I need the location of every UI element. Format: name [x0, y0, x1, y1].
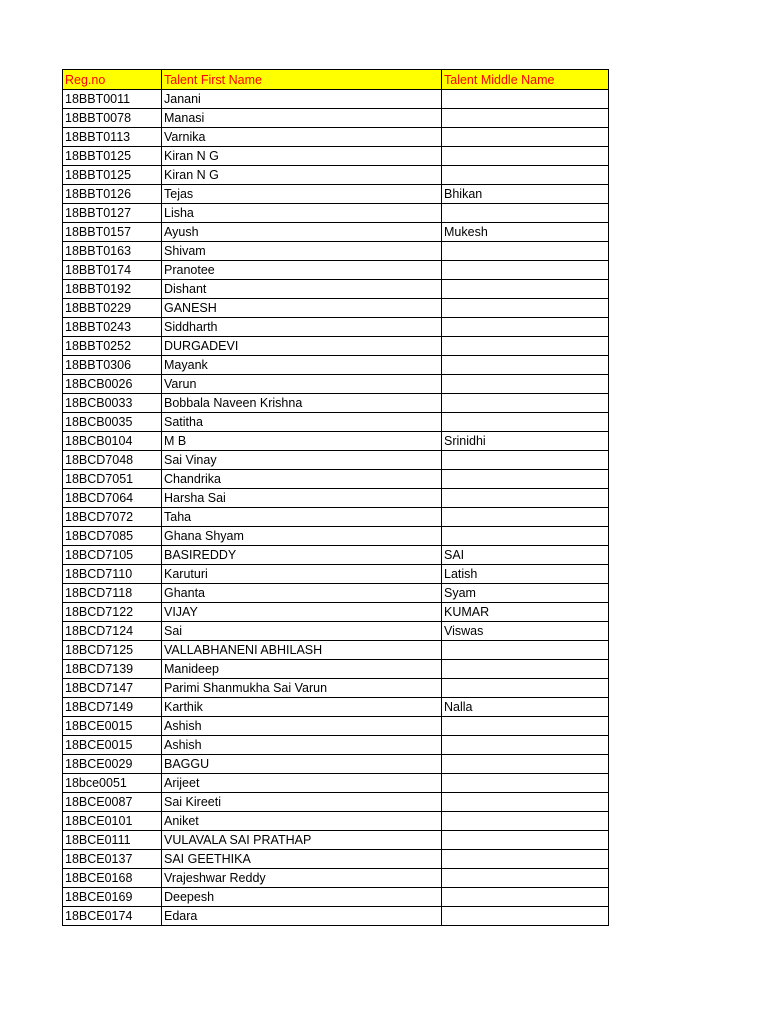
middle-name-cell[interactable]: [442, 717, 609, 736]
first-name-cell[interactable]: Manideep: [162, 660, 442, 679]
first-name-cell[interactable]: VULAVALA SAI PRATHAP: [162, 831, 442, 850]
header-talent-first-name[interactable]: Talent First Name: [162, 70, 442, 90]
table-row: [63, 375, 609, 394]
middle-name-cell[interactable]: Syam: [442, 584, 609, 603]
middle-name-cell[interactable]: [442, 888, 609, 907]
table-row: [63, 660, 609, 679]
table-row: [63, 470, 609, 489]
table-row: [63, 147, 609, 166]
table-row: [63, 451, 609, 470]
middle-name-cell[interactable]: [442, 280, 609, 299]
first-name-cell[interactable]: Karthik: [162, 698, 442, 717]
table-row: [63, 812, 609, 831]
table-row: [63, 166, 609, 185]
first-name-cell[interactable]: DURGADEVI: [162, 337, 442, 356]
middle-name-cell[interactable]: [442, 147, 609, 166]
first-name-cell[interactable]: SAI GEETHIKA: [162, 850, 442, 869]
table-row: [63, 337, 609, 356]
middle-name-cell[interactable]: [442, 527, 609, 546]
first-name-cell[interactable]: Chandrika: [162, 470, 442, 489]
middle-name-cell[interactable]: [442, 261, 609, 280]
first-name-cell[interactable]: Sai: [162, 622, 442, 641]
reg-no-cell[interactable]: 18BBT0126: [63, 185, 162, 204]
reg-no-cell[interactable]: 18BBT0163: [63, 242, 162, 261]
spreadsheet-table: [62, 69, 609, 926]
first-name-cell[interactable]: VALLABHANENI ABHILASH: [162, 641, 442, 660]
first-name-cell[interactable]: Manasi: [162, 109, 442, 128]
table-row: [63, 679, 609, 698]
first-name-cell[interactable]: Deepesh: [162, 888, 442, 907]
first-name-cell[interactable]: Varnika: [162, 128, 442, 147]
first-name-cell[interactable]: Tejas: [162, 185, 442, 204]
reg-no-cell[interactable]: 18BCD7147: [63, 679, 162, 698]
reg-no-cell[interactable]: 18BCD7064: [63, 489, 162, 508]
reg-no-cell[interactable]: 18BBT0125: [63, 147, 162, 166]
header-reg-no[interactable]: Reg.no: [63, 70, 162, 90]
reg-no-cell[interactable]: 18BBT0113: [63, 128, 162, 147]
table-row: [63, 261, 609, 280]
middle-name-cell[interactable]: [442, 299, 609, 318]
first-name-cell[interactable]: Ayush: [162, 223, 442, 242]
first-name-cell[interactable]: Ashish: [162, 717, 442, 736]
table-body: [63, 90, 609, 926]
reg-no-cell[interactable]: 18BCE0168: [63, 869, 162, 888]
first-name-cell[interactable]: Shivam: [162, 242, 442, 261]
first-name-cell[interactable]: GANESH: [162, 299, 442, 318]
table-row: [63, 204, 609, 223]
reg-no-cell[interactable]: 18BBT0157: [63, 223, 162, 242]
middle-name-cell[interactable]: [442, 774, 609, 793]
table-row: [63, 185, 609, 204]
first-name-cell[interactable]: Ghanta: [162, 584, 442, 603]
table-row: [63, 299, 609, 318]
reg-no-cell[interactable]: 18BCB0033: [63, 394, 162, 413]
reg-no-cell[interactable]: 18BCE0137: [63, 850, 162, 869]
reg-no-cell[interactable]: 18BBT0078: [63, 109, 162, 128]
first-name-cell[interactable]: Lisha: [162, 204, 442, 223]
table-row: [63, 774, 609, 793]
reg-no-cell[interactable]: 18BCE0015: [63, 736, 162, 755]
reg-no-cell[interactable]: 18BBT0125: [63, 166, 162, 185]
table-row: [63, 584, 609, 603]
middle-name-cell[interactable]: [442, 831, 609, 850]
middle-name-cell[interactable]: [442, 166, 609, 185]
reg-no-cell[interactable]: 18BCD7139: [63, 660, 162, 679]
table-row: [63, 242, 609, 261]
middle-name-cell[interactable]: [442, 109, 609, 128]
first-name-cell[interactable]: BAGGU: [162, 755, 442, 774]
table-row: [63, 622, 609, 641]
table-row: [63, 432, 609, 451]
reg-no-cell[interactable]: 18BCD7125: [63, 641, 162, 660]
reg-no-cell[interactable]: 18BCB0026: [63, 375, 162, 394]
first-name-cell[interactable]: Edara: [162, 907, 442, 926]
middle-name-cell[interactable]: [442, 394, 609, 413]
middle-name-cell[interactable]: [442, 679, 609, 698]
reg-no-cell[interactable]: 18BCE0029: [63, 755, 162, 774]
first-name-cell[interactable]: Sai Vinay: [162, 451, 442, 470]
middle-name-cell[interactable]: [442, 375, 609, 394]
first-name-cell[interactable]: BASIREDDY: [162, 546, 442, 565]
middle-name-cell[interactable]: Mukesh: [442, 223, 609, 242]
middle-name-cell[interactable]: [442, 451, 609, 470]
table-row: [63, 888, 609, 907]
middle-name-cell[interactable]: [442, 736, 609, 755]
middle-name-cell[interactable]: [442, 660, 609, 679]
table-row: [63, 641, 609, 660]
middle-name-cell[interactable]: [442, 128, 609, 147]
middle-name-cell[interactable]: Srinidhi: [442, 432, 609, 451]
table-row: [63, 831, 609, 850]
table-row: [63, 546, 609, 565]
reg-no-cell[interactable]: 18BCE0111: [63, 831, 162, 850]
middle-name-cell[interactable]: Latish: [442, 565, 609, 584]
first-name-cell[interactable]: Ashish: [162, 736, 442, 755]
reg-no-cell[interactable]: 18BCD7118: [63, 584, 162, 603]
first-name-cell[interactable]: Ghana Shyam: [162, 527, 442, 546]
table-row: [63, 109, 609, 128]
middle-name-cell[interactable]: Nalla: [442, 698, 609, 717]
table-row: [63, 356, 609, 375]
first-name-cell[interactable]: M B: [162, 432, 442, 451]
reg-no-cell[interactable]: 18BBT0306: [63, 356, 162, 375]
reg-no-cell[interactable]: 18BCD7105: [63, 546, 162, 565]
reg-no-cell[interactable]: 18BCD7122: [63, 603, 162, 622]
table-row: [63, 527, 609, 546]
middle-name-cell[interactable]: [442, 242, 609, 261]
reg-no-cell[interactable]: 18BCB0035: [63, 413, 162, 432]
reg-no-cell[interactable]: 18BBT0243: [63, 318, 162, 337]
middle-name-cell[interactable]: [442, 90, 609, 109]
table-row: [63, 698, 609, 717]
middle-name-cell[interactable]: [442, 793, 609, 812]
reg-no-cell[interactable]: 18BCD7051: [63, 470, 162, 489]
table-row: [63, 565, 609, 584]
reg-no-cell[interactable]: 18BCB0104: [63, 432, 162, 451]
middle-name-cell[interactable]: [442, 812, 609, 831]
reg-no-cell[interactable]: 18BBT0229: [63, 299, 162, 318]
table-row: [63, 128, 609, 147]
reg-no-cell[interactable]: 18BBT0011: [63, 90, 162, 109]
first-name-cell[interactable]: Dishant: [162, 280, 442, 299]
first-name-cell[interactable]: Karuturi: [162, 565, 442, 584]
middle-name-cell[interactable]: [442, 337, 609, 356]
reg-no-cell[interactable]: 18bce0051: [63, 774, 162, 793]
first-name-cell[interactable]: Mayank: [162, 356, 442, 375]
middle-name-cell[interactable]: [442, 413, 609, 432]
middle-name-cell[interactable]: [442, 318, 609, 337]
reg-no-cell[interactable]: 18BCD7124: [63, 622, 162, 641]
middle-name-cell[interactable]: [442, 755, 609, 774]
reg-no-cell[interactable]: 18BCE0101: [63, 812, 162, 831]
table-row: [63, 223, 609, 242]
middle-name-cell[interactable]: [442, 850, 609, 869]
reg-no-cell[interactable]: 18BCD7048: [63, 451, 162, 470]
reg-no-cell[interactable]: 18BBT0127: [63, 204, 162, 223]
first-name-cell[interactable]: Pranotee: [162, 261, 442, 280]
middle-name-cell[interactable]: [442, 869, 609, 888]
first-name-cell[interactable]: Taha: [162, 508, 442, 527]
table-row: [63, 508, 609, 527]
reg-no-cell[interactable]: 18BCE0169: [63, 888, 162, 907]
table-row: [63, 318, 609, 337]
first-name-cell[interactable]: Vrajeshwar Reddy: [162, 869, 442, 888]
table-row: [63, 489, 609, 508]
middle-name-cell[interactable]: [442, 489, 609, 508]
middle-name-cell[interactable]: Bhikan: [442, 185, 609, 204]
header-row: [63, 70, 609, 90]
middle-name-cell[interactable]: [442, 508, 609, 527]
first-name-cell[interactable]: Kiran N G: [162, 166, 442, 185]
table-row: [63, 280, 609, 299]
first-name-cell[interactable]: Siddharth: [162, 318, 442, 337]
table-row: [63, 90, 609, 109]
reg-no-cell[interactable]: 18BCD7149: [63, 698, 162, 717]
reg-no-cell[interactable]: 18BCD7110: [63, 565, 162, 584]
first-name-cell[interactable]: Parimi Shanmukha Sai Varun: [162, 679, 442, 698]
middle-name-cell[interactable]: [442, 470, 609, 489]
table-row: [63, 717, 609, 736]
reg-no-cell[interactable]: 18BBT0192: [63, 280, 162, 299]
reg-no-cell[interactable]: 18BCE0015: [63, 717, 162, 736]
first-name-cell[interactable]: Sai Kireeti: [162, 793, 442, 812]
table-row: [63, 869, 609, 888]
reg-no-cell[interactable]: 18BCD7085: [63, 527, 162, 546]
table-row: [63, 907, 609, 926]
middle-name-cell[interactable]: [442, 204, 609, 223]
table-row: [63, 736, 609, 755]
middle-name-cell[interactable]: [442, 356, 609, 375]
first-name-cell[interactable]: Kiran N G: [162, 147, 442, 166]
table-row: [63, 793, 609, 812]
reg-no-cell[interactable]: 18BBT0174: [63, 261, 162, 280]
reg-no-cell[interactable]: 18BCE0174: [63, 907, 162, 926]
middle-name-cell[interactable]: KUMAR: [442, 603, 609, 622]
header-talent-middle-name[interactable]: Talent Middle Name: [442, 70, 609, 90]
middle-name-cell[interactable]: Viswas: [442, 622, 609, 641]
first-name-cell[interactable]: Aniket: [162, 812, 442, 831]
table-row: [63, 603, 609, 622]
first-name-cell[interactable]: Satitha: [162, 413, 442, 432]
table-row: [63, 394, 609, 413]
first-name-cell[interactable]: Varun: [162, 375, 442, 394]
first-name-cell[interactable]: Bobbala Naveen Krishna: [162, 394, 442, 413]
first-name-cell[interactable]: Arijeet: [162, 774, 442, 793]
middle-name-cell[interactable]: SAI: [442, 546, 609, 565]
reg-no-cell[interactable]: 18BCD7072: [63, 508, 162, 527]
table-row: [63, 413, 609, 432]
first-name-cell[interactable]: Harsha Sai: [162, 489, 442, 508]
table-row: [63, 850, 609, 869]
middle-name-cell[interactable]: [442, 907, 609, 926]
table-row: [63, 755, 609, 774]
reg-no-cell[interactable]: 18BBT0252: [63, 337, 162, 356]
first-name-cell[interactable]: Janani: [162, 90, 442, 109]
reg-no-cell[interactable]: 18BCE0087: [63, 793, 162, 812]
middle-name-cell[interactable]: [442, 641, 609, 660]
first-name-cell[interactable]: VIJAY: [162, 603, 442, 622]
